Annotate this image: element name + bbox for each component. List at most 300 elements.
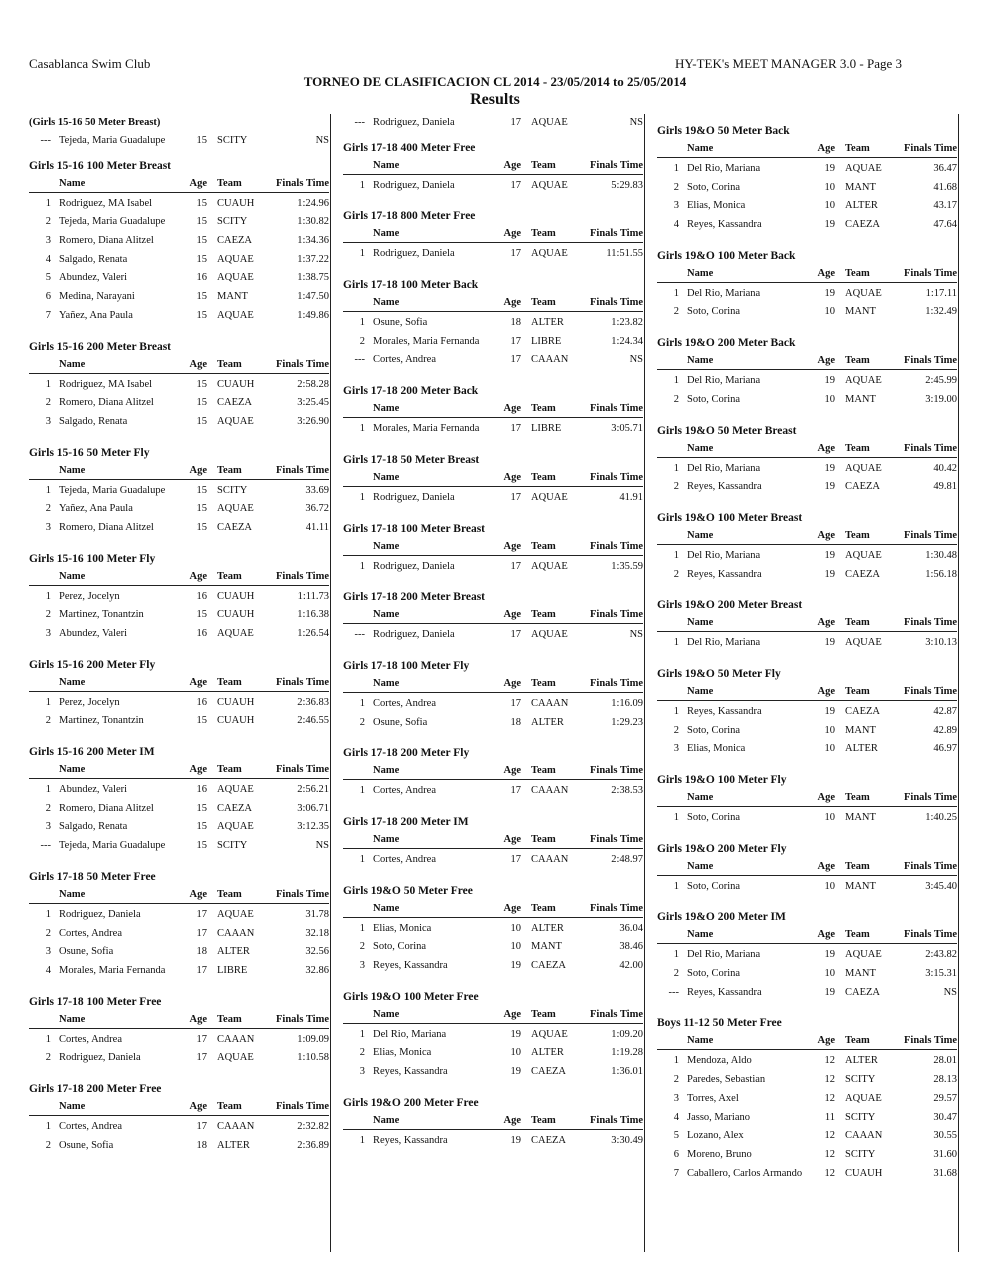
age: 19 [510, 960, 521, 971]
header-finals-time: Finals Time [904, 792, 957, 803]
spacer [29, 856, 329, 868]
header-name: Name [373, 540, 400, 552]
table-row [343, 938, 643, 957]
table-row [343, 1044, 643, 1063]
event-block [657, 840, 957, 897]
header-finals-time: Finals Time [590, 833, 643, 845]
place: 3 [673, 200, 679, 212]
team: CAAAN [217, 1120, 255, 1132]
header-name: Name [59, 177, 86, 189]
header-age: Age [817, 1035, 835, 1047]
finals-time: 36.04 [619, 922, 643, 934]
header-name: Name [59, 1100, 86, 1112]
event-block [657, 596, 957, 653]
event-title: Girls 17-18 50 Meter Free [29, 870, 156, 883]
team: LIBRE [531, 423, 562, 435]
header-age: Age [817, 529, 835, 541]
header-finals-time: Finals Time [276, 676, 329, 688]
header-team: Team [845, 442, 870, 454]
age: 12 [824, 1130, 835, 1142]
header-age: Age [503, 297, 521, 309]
event-title: Girls 17-18 200 Meter IM [343, 815, 469, 828]
header-team: Team [531, 902, 556, 914]
table-row [657, 984, 957, 1003]
table-row [657, 372, 957, 391]
finals-time: 2:46.55 [297, 715, 329, 727]
finals-time: 38.46 [619, 941, 643, 953]
place: 1 [673, 705, 679, 717]
team: AQUAE [217, 503, 254, 515]
header-place-spacer [29, 1011, 59, 1028]
spacer [343, 870, 643, 882]
finals-time: 32.86 [305, 964, 329, 976]
table-row [657, 1165, 957, 1184]
header-finals-time: Finals Time [276, 464, 329, 476]
finals-time: 1:09.09 [297, 1033, 329, 1045]
finals-time: 30.47 [933, 1111, 957, 1123]
swimmer-name: Reyes, Kassandra [687, 568, 762, 580]
finals-time: 47.64 [933, 219, 957, 231]
finals-time: 31.78 [305, 908, 329, 920]
table-header [343, 538, 643, 556]
header-team: Team [531, 765, 556, 777]
header-finals-time: Finals Time [904, 442, 957, 454]
header-place-spacer [657, 789, 687, 806]
finals-time: NS [943, 986, 957, 998]
age: 10 [824, 743, 835, 755]
swimmer-name: Medina, Narayani [59, 291, 135, 303]
header-finals-time: Finals Time [904, 267, 957, 279]
swimmer-name: Rodriguez, Daniela [373, 491, 455, 503]
swimmer-name: Cortes, Andrea [59, 1120, 122, 1132]
header-finals-time: Finals Time [276, 358, 329, 370]
age: 10 [824, 393, 835, 405]
finals-time: 49.81 [933, 481, 957, 493]
swimmer-name: Lozano, Alex [687, 1130, 744, 1142]
header-age: Age [817, 617, 835, 629]
header-finals-time: Finals Time [590, 765, 643, 777]
age: 17 [510, 179, 521, 191]
header-finals-time: Finals Time [904, 143, 957, 154]
event-block [657, 422, 957, 497]
finals-time: 31.60 [933, 1148, 957, 1160]
event-block [343, 588, 643, 645]
team: ALTER [845, 1055, 878, 1067]
age: 18 [510, 716, 521, 728]
header-place-spacer [657, 1032, 687, 1049]
event-block [29, 868, 329, 981]
header-team: Team [217, 676, 242, 688]
header-team: Team [217, 177, 242, 189]
finals-time: 3:45.40 [925, 880, 957, 892]
age: 10 [824, 181, 835, 193]
swimmer-name: Soto, Corina [373, 941, 427, 953]
table-header [29, 886, 329, 904]
place: 1 [45, 1033, 51, 1045]
spacer [343, 801, 643, 813]
age: 17 [510, 785, 521, 797]
finals-time: 43.17 [933, 200, 957, 212]
age: 12 [824, 1092, 835, 1104]
event-block [343, 657, 643, 732]
finals-time: 42.00 [619, 960, 643, 971]
team: CAEZA [217, 397, 252, 409]
team: ALTER [217, 946, 250, 958]
table-row [657, 303, 957, 322]
place: --- [354, 629, 365, 641]
age: 12 [824, 1148, 835, 1160]
team: CUAUH [217, 590, 255, 602]
header-name: Name [373, 902, 400, 914]
header-finals-time: Finals Time [590, 297, 643, 309]
age: 19 [824, 637, 835, 649]
finals-time: 1:36.01 [611, 1066, 643, 1078]
age: 10 [510, 922, 521, 934]
swimmer-name: Reyes, Kassandra [687, 705, 762, 717]
table-row [343, 558, 643, 577]
age: 16 [196, 628, 207, 639]
team: ALTER [845, 743, 878, 755]
spacer [29, 1155, 329, 1167]
age: 19 [824, 462, 835, 474]
event-block [343, 382, 643, 439]
place: --- [354, 117, 365, 128]
event-block [657, 247, 957, 322]
event-block [657, 771, 957, 828]
spacer [657, 896, 957, 908]
spacer [343, 370, 643, 382]
swimmer-name: Reyes, Kassandra [373, 1066, 448, 1078]
header-name: Name [373, 833, 400, 845]
table-row [29, 837, 329, 856]
age: 17 [510, 423, 521, 435]
header-name: Name [687, 529, 714, 541]
event-title: Girls 17-18 100 Meter Back [343, 279, 479, 292]
team: CAAAN [217, 927, 255, 939]
team: CUAUH [217, 715, 255, 727]
table-header [343, 675, 643, 693]
table-header [657, 683, 957, 701]
place: 1 [45, 1120, 51, 1132]
place: --- [354, 354, 365, 366]
header-team: Team [217, 1100, 242, 1112]
finals-time: 46.97 [933, 743, 957, 755]
table-row [343, 245, 643, 264]
table-row [657, 216, 957, 235]
swimmer-name: Soto, Corina [687, 181, 741, 193]
event-block [657, 122, 957, 235]
event-block [343, 744, 643, 801]
team: CAAAN [531, 354, 569, 366]
table-row [343, 1026, 643, 1045]
column-divider [958, 114, 959, 1252]
table-header [657, 265, 957, 283]
event-title: Girls 17-18 200 Meter Back [343, 385, 479, 398]
header-finals-time: Finals Time [590, 1008, 643, 1020]
finals-time: NS [629, 354, 643, 366]
age: 17 [510, 491, 521, 503]
finals-time: 2:45.99 [925, 375, 957, 387]
results-title: Results [470, 91, 520, 108]
table-row [29, 1031, 329, 1050]
age: 17 [510, 117, 521, 128]
header-team: Team [531, 833, 556, 845]
team: CAEZA [845, 219, 880, 231]
place: --- [40, 840, 51, 852]
team: AQUAE [217, 253, 254, 265]
header-finals-time: Finals Time [904, 529, 957, 541]
finals-time: NS [315, 840, 329, 852]
header-finals-time: Finals Time [590, 471, 643, 483]
header-finals-time: Finals Time [904, 860, 957, 872]
table-row [343, 489, 643, 508]
table-row [29, 413, 329, 432]
team: ALTER [217, 1139, 250, 1151]
event-title: Girls 19&O 200 Meter Back [657, 337, 796, 350]
place: 6 [673, 1148, 679, 1160]
age: 15 [196, 216, 207, 228]
header-name: Name [373, 1008, 400, 1020]
header-age: Age [503, 677, 521, 689]
spacer [343, 439, 643, 451]
place: 2 [45, 397, 51, 409]
header-age: Age [189, 1013, 207, 1025]
finals-time: 1:09.20 [611, 1028, 643, 1040]
place: 1 [673, 637, 679, 649]
table-header [29, 761, 329, 779]
age: 19 [824, 949, 835, 961]
table-header [29, 1011, 329, 1029]
event-title: Girls 17-18 100 Meter Fly [343, 659, 470, 672]
age: 15 [196, 135, 207, 146]
age: 16 [196, 696, 207, 708]
header-name: Name [687, 860, 714, 872]
finals-time: 1:49.86 [297, 309, 329, 321]
team: LIBRE [531, 335, 562, 347]
swimmer-name: Torres, Axel [687, 1092, 739, 1104]
age: 15 [196, 397, 207, 409]
header-team: Team [845, 143, 870, 154]
age: 10 [510, 1047, 521, 1059]
table-header [29, 674, 329, 692]
event-title: Girls 19&O 50 Meter Back [657, 125, 790, 137]
team: CAEZA [217, 521, 252, 533]
team: ALTER [531, 317, 564, 329]
header-finals-time: Finals Time [904, 617, 957, 629]
age: 15 [196, 291, 207, 303]
table-row [657, 722, 957, 741]
table-row [343, 920, 643, 939]
spacer [343, 645, 643, 657]
finals-time: 1:24.96 [297, 197, 329, 209]
header-place-spacer [343, 831, 373, 848]
place: 2 [359, 716, 365, 728]
header-place-spacer [343, 538, 373, 555]
swimmer-name: Salgado, Renata [59, 821, 128, 833]
spacer [29, 432, 329, 444]
place: 2 [673, 968, 679, 980]
swimmer-name: Reyes, Kassandra [687, 986, 762, 998]
header-team: Team [531, 1008, 556, 1020]
team: MANT [845, 393, 876, 405]
place: 2 [45, 609, 51, 621]
age: 18 [196, 1139, 207, 1151]
team: CAAAN [217, 1033, 255, 1045]
spacer [657, 322, 957, 334]
age: 15 [196, 521, 207, 533]
table-row [657, 1052, 957, 1071]
table-header [343, 900, 643, 918]
place: --- [40, 135, 51, 146]
team: CUAUH [217, 378, 255, 390]
age: 12 [824, 1167, 835, 1179]
header-name: Name [687, 143, 714, 154]
spacer [29, 981, 329, 993]
team: CUAUH [845, 1167, 883, 1179]
team: AQUAE [531, 1028, 568, 1040]
team: ALTER [531, 1047, 564, 1059]
age: 17 [510, 697, 521, 709]
team: AQUAE [845, 163, 882, 174]
swimmer-name: Rodriguez, Daniela [373, 117, 455, 128]
age: 19 [824, 163, 835, 174]
place: 1 [45, 784, 51, 796]
header-name: Name [687, 1035, 714, 1047]
age: 19 [824, 568, 835, 580]
table-row [29, 519, 329, 538]
table-row [657, 809, 957, 828]
finals-time: 3:05.71 [611, 423, 643, 435]
header-finals-time: Finals Time [904, 685, 957, 697]
place: 2 [45, 1052, 51, 1064]
table-row [657, 478, 957, 497]
header-name: Name [687, 267, 714, 279]
event-title: Girls 19&O 200 Meter Fly [657, 842, 787, 855]
swimmer-name: Osune, Sofia [59, 946, 114, 958]
team: CAEZA [531, 1134, 566, 1146]
age: 15 [196, 609, 207, 621]
swimmer-name: Tejeda, Maria Guadalupe [59, 216, 166, 228]
event-title: Girls 17-18 200 Meter Fly [343, 747, 470, 760]
table-row [29, 376, 329, 395]
finals-time: 32.56 [305, 946, 329, 958]
team: AQUAE [845, 637, 882, 649]
event-title: Girls 15-16 100 Meter Fly [29, 552, 156, 565]
header-finals-time: Finals Time [276, 764, 329, 776]
place: 1 [45, 378, 51, 390]
event-title: Girls 19&O 200 Meter Free [343, 1096, 479, 1109]
spacer [657, 497, 957, 509]
header-age: Age [503, 765, 521, 777]
header-place-spacer [29, 462, 59, 479]
team: AQUAE [531, 560, 568, 572]
swimmer-name: Cortes, Andrea [59, 927, 122, 939]
swimmer-name: Abundez, Valeri [59, 784, 128, 796]
age: 17 [196, 1120, 207, 1132]
swimmer-name: Reyes, Kassandra [687, 219, 762, 231]
header-place-spacer [657, 614, 687, 631]
finals-time: 3:26.90 [297, 415, 329, 427]
swimmer-name: Cortes, Andrea [373, 785, 436, 797]
table-row [29, 625, 329, 644]
header-place-spacer [29, 175, 59, 192]
spacer [343, 576, 643, 588]
header-name: Name [373, 403, 400, 415]
age: 10 [824, 812, 835, 823]
place: 3 [45, 821, 51, 833]
swimmer-name: Rodriguez, Daniela [373, 179, 455, 191]
swimmer-name: Soto, Corina [687, 812, 741, 823]
finals-time: 1:16.09 [611, 697, 643, 709]
spacer [657, 410, 957, 422]
swimmer-name: Tejeda, Maria Guadalupe [59, 840, 166, 852]
event-block [657, 1014, 957, 1183]
team: MANT [845, 968, 876, 980]
table-header [343, 469, 643, 487]
place: 1 [673, 949, 679, 961]
header-name: Name [59, 464, 86, 476]
swimmer-name: Yañez, Ana Paula [59, 309, 133, 321]
event-title: Girls 19&O 200 Meter IM [657, 911, 786, 924]
table-header [343, 157, 643, 175]
age: 15 [196, 378, 207, 390]
header-age: Age [503, 1008, 521, 1020]
team: LIBRE [217, 964, 248, 976]
table-header [343, 225, 643, 243]
finals-time: 1:16.38 [297, 609, 329, 621]
team: AQUAE [845, 375, 882, 387]
event-title: Girls 17-18 200 Meter Free [29, 1082, 162, 1095]
swimmer-name: Morales, Maria Fernanda [373, 335, 480, 347]
header-age: Age [817, 442, 835, 454]
swimmer-name: Osune, Sofia [373, 716, 428, 728]
swimmer-name: Del Rio, Mariana [687, 637, 761, 649]
table-row [29, 818, 329, 837]
swimmer-name: Rodriguez, MA Isabel [59, 197, 153, 209]
age: 17 [510, 560, 521, 572]
header-team: Team [845, 529, 870, 541]
header-age: Age [817, 143, 835, 154]
finals-time: 2:56.21 [297, 784, 329, 796]
team: ALTER [531, 922, 564, 934]
finals-time: 1:30.48 [925, 549, 957, 561]
header-team: Team [845, 1035, 870, 1047]
finals-time: 1:37.22 [297, 253, 329, 265]
spacer [29, 731, 329, 743]
finals-time: 1:17.11 [925, 287, 957, 299]
swimmer-name: Soto, Corina [687, 393, 741, 405]
header-place-spacer [343, 469, 373, 486]
header-team: Team [531, 677, 556, 689]
table-row [657, 965, 957, 984]
event-block [29, 1080, 329, 1155]
team: AQUAE [845, 462, 882, 474]
table-header [29, 356, 329, 374]
table-header [29, 462, 329, 480]
swimmer-name: Rodriguez, Daniela [373, 248, 455, 260]
spacer [657, 759, 957, 771]
age: 16 [196, 784, 207, 796]
team: AQUAE [217, 272, 254, 284]
event-title: Girls 17-18 100 Meter Breast [343, 522, 486, 535]
team: CAEZA [845, 481, 880, 493]
place: 1 [359, 317, 365, 329]
spacer [343, 264, 643, 276]
swimmer-name: Martinez, Tonantzin [59, 715, 144, 727]
place: 1 [45, 908, 51, 920]
swimmer-name: Osune, Sofia [373, 317, 428, 329]
place: 1 [673, 287, 679, 299]
